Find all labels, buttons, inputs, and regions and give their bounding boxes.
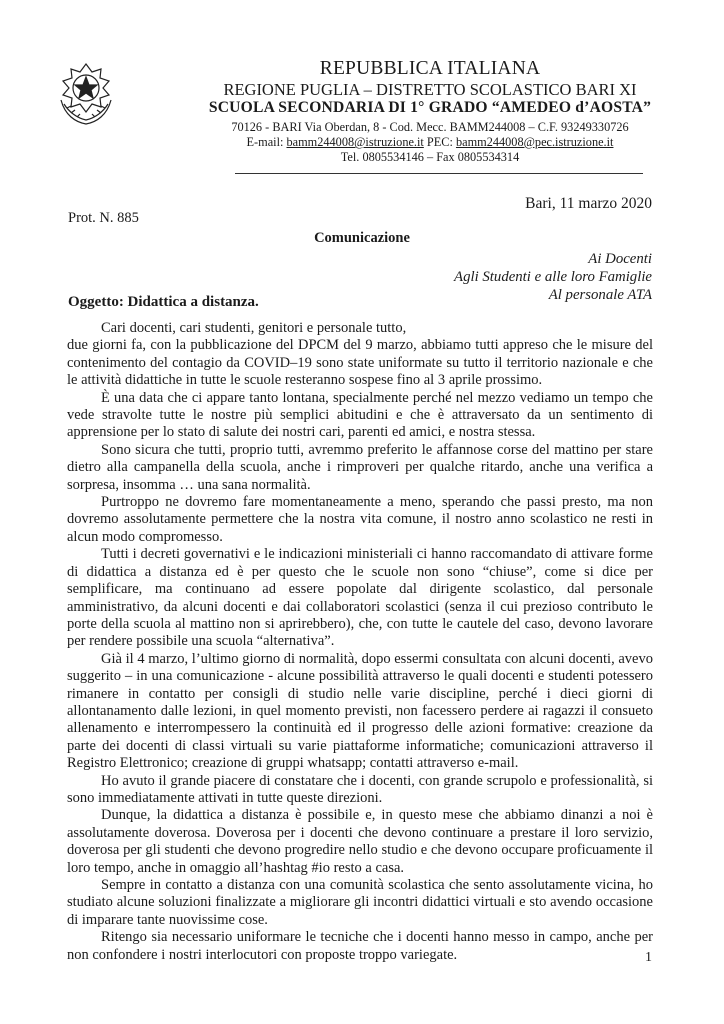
email-link[interactable]: bamm244008@istruzione.it: [286, 135, 424, 149]
page-number: 1: [645, 950, 652, 965]
email-label: E-mail:: [246, 135, 287, 149]
protocol-number: Prot. N. 885: [68, 210, 139, 226]
paragraph: Tutti i decreti governativi e le indicazioni ministeriali ci hanno raccomandato di attivare forme di didattica a distanza ed è per questo che le scuole non sono “chiuse”, come si dice per semplificare, ma continuano ad essere popolate dal dirigente scolastico, dal personale amministrativo, da alcuni docenti e dai collaboratori scolastici (senza il cui prezioso contributo le porte della scuola al mattino non si aprirebbero), che, con tutte le cautele del caso, devono lavorare per rendere possibile una scuola “alternativa”.: [67, 546, 653, 650]
paragraph-greeting: Cari docenti, cari studenti, genitori e personale tutto,: [101, 320, 407, 336]
paragraph: Purtroppo ne dovremo fare momentaneamente a meno, sperando che passi presto, ma non dovremo assolutamente permettere che la nostra vita comune, il nostro anno scolastico ne resti in alcun modo compromesso.: [67, 494, 653, 545]
paragraph: Dunque, la didattica a distanza è possibile e, in questo mese che abbiamo dinanzi a noi è assolutamente doverosa. Doverosa per i docenti che devono continuare a prestare il loro servizio, doverosa per gli studenti che devono progredire nello studio e che devono occupare proficuamente il loro tempo, anche in omaggio all’hashtag #io resto a casa.: [67, 807, 653, 876]
pec-link[interactable]: bamm244008@pec.istruzione.it: [455, 135, 614, 149]
paragraph: Già il 4 marzo, l’ultimo giorno di normalità, dopo essermi consultata con alcuni docenti, avevo suggerito – in una comunicazione - alcune possibilità attraverso le quali docenti e studenti potessero rimanere in contatto per consigli di studio nelle varie discipline, perché i dieci giorni di allontanamento dalle lezioni, in quel momento previsti, non facessero perdere ai ragazzi il consueto allenamento e interrompessero la continuità ed il progresso delle azioni formative: creazione da parte dei docenti di classi virtuali su varie piattaforme informatiche; comunicazioni attraverso il Registro Elettronico; creazione di gruppi whatsapp; contatti attraverso e-mail.: [67, 650, 653, 772]
header-divider: [235, 173, 643, 174]
paragraph: Ho avuto il grande piacere di constatare che i docenti, con grande scrupolo e professionalità, si sono immediatamente attivati in tutte queste direzioni.: [67, 772, 653, 806]
document-heading: Comunicazione: [314, 230, 410, 246]
letter-body: [67, 320, 653, 964]
header-region: REGIONE PUGLIA – DISTRETTO SCOLASTICO BARI XI: [223, 80, 637, 99]
pec-label: PEC:: [423, 135, 456, 149]
place-date: Bari, 11 marzo 2020: [525, 195, 652, 212]
header-republic: REPUBBLICA ITALIANA: [319, 58, 541, 79]
header-school-name: SCUOLA SECONDARIA DI 1° GRADO “AMEDEO d’AOSTA”: [208, 99, 652, 116]
paragraph: Ritengo sia necessario uniformare le tecniche che i docenti hanno messo in campo, anche per non confondere i nostri interlocutori con proposte troppo variegate.: [67, 929, 653, 963]
recipient-teachers: Ai Docenti: [588, 251, 652, 267]
paragraph: Sempre in contatto a distanza con una comunità scolastica che sento assolutamente vicina, ho studiato alcune soluzioni finalizzate a migliorare gli incontri didattici virtuali e sto avendo occasione di imparare tante nuovissime cose.: [67, 877, 653, 928]
paragraph: Sono sicura che tutti, proprio tutti, avremmo preferito le affannose corse del mattino per stare dietro alla campanella della scuola, anche i rimproveri per qualche ritardo, anche una verifica a sorpresa, insomma … una sana normalità.: [67, 441, 653, 493]
header-contacts: [150, 135, 710, 150]
recipient-staff: Al personale ATA: [548, 287, 652, 303]
header-phone: Tel. 0805534146 – Fax 0805534314: [340, 150, 520, 164]
republic-emblem-icon: [55, 60, 117, 128]
paragraph: due giorni fa, con la pubblicazione del DPCM del 9 marzo, abbiamo tutti appreso che le misure del contenimento del contagio da COVID–19 sono state uniformate su tutto il territorio nazionale e che le attività didattiche in tutte le scuole resteranno sospese fino al 3 aprile prossimo.: [67, 337, 653, 389]
subject-line: Oggetto: Didattica a distanza.: [68, 294, 259, 310]
header-address: 70126 - BARI Via Oberdan, 8 - Cod. Mecc. BAMM244008 – C.F. 93249330726: [231, 120, 629, 134]
recipient-students: Agli Studenti e alle loro Famiglie: [454, 269, 652, 285]
paragraph: È una data che ci appare tanto lontana, specialmente perché nel mezzo vediamo un tempo che vede stravolte tutte le nostre più semplici abitudini e che è attraversato da un sentimento di apprensione per lo stato di salute dei nostri cari, parenti ed amici, e nostra stessa.: [67, 389, 653, 441]
